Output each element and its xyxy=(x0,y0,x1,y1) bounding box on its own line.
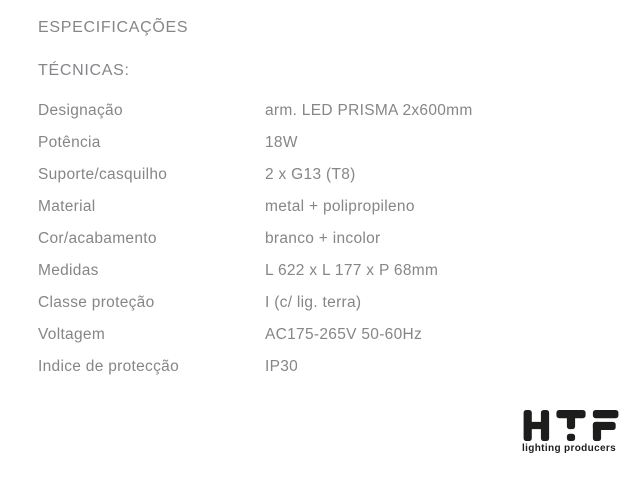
spec-row xyxy=(38,351,578,383)
spec-label: Medidas xyxy=(38,262,99,279)
htf-logo-subtitle: lighting producers xyxy=(522,443,617,454)
spec-value: AC175-265V 50-60Hz xyxy=(265,326,423,343)
spec-row xyxy=(38,255,578,287)
spec-row xyxy=(38,95,578,127)
spec-value: 2 x G13 (T8) xyxy=(265,166,356,183)
page-title-line2: TÉCNICAS: xyxy=(38,62,130,79)
spec-value: arm. LED PRISMA 2x600mm xyxy=(265,102,473,119)
htf-logo xyxy=(522,410,620,454)
spec-label: Classe proteção xyxy=(38,294,155,311)
spec-value: branco + incolor xyxy=(265,230,381,247)
spec-row xyxy=(38,159,578,191)
spec-value: L 622 x L 177 x P 68mm xyxy=(265,262,439,279)
htf-logo-icon xyxy=(522,410,620,441)
spec-label: Indice de protecção xyxy=(38,358,179,375)
spec-value: metal + polipropileno xyxy=(265,198,415,215)
spec-row xyxy=(38,127,578,159)
spec-value: 18W xyxy=(265,134,298,151)
spec-label: Material xyxy=(38,198,96,215)
spec-value: IP30 xyxy=(265,358,299,375)
spec-row xyxy=(38,319,578,351)
spec-row xyxy=(38,287,578,319)
spec-label: Cor/acabamento xyxy=(38,230,157,247)
spec-table xyxy=(38,95,578,383)
spec-value: I (c/ lig. terra) xyxy=(265,294,362,311)
spec-label: Designação xyxy=(38,102,123,119)
page-title xyxy=(38,6,188,92)
spec-row xyxy=(38,223,578,255)
spec-label: Suporte/casquilho xyxy=(38,166,168,183)
spec-label: Potência xyxy=(38,134,101,151)
page-title-line1: ESPECIFICAÇÕES xyxy=(38,19,189,36)
spec-label: Voltagem xyxy=(38,326,106,343)
spec-row xyxy=(38,191,578,223)
